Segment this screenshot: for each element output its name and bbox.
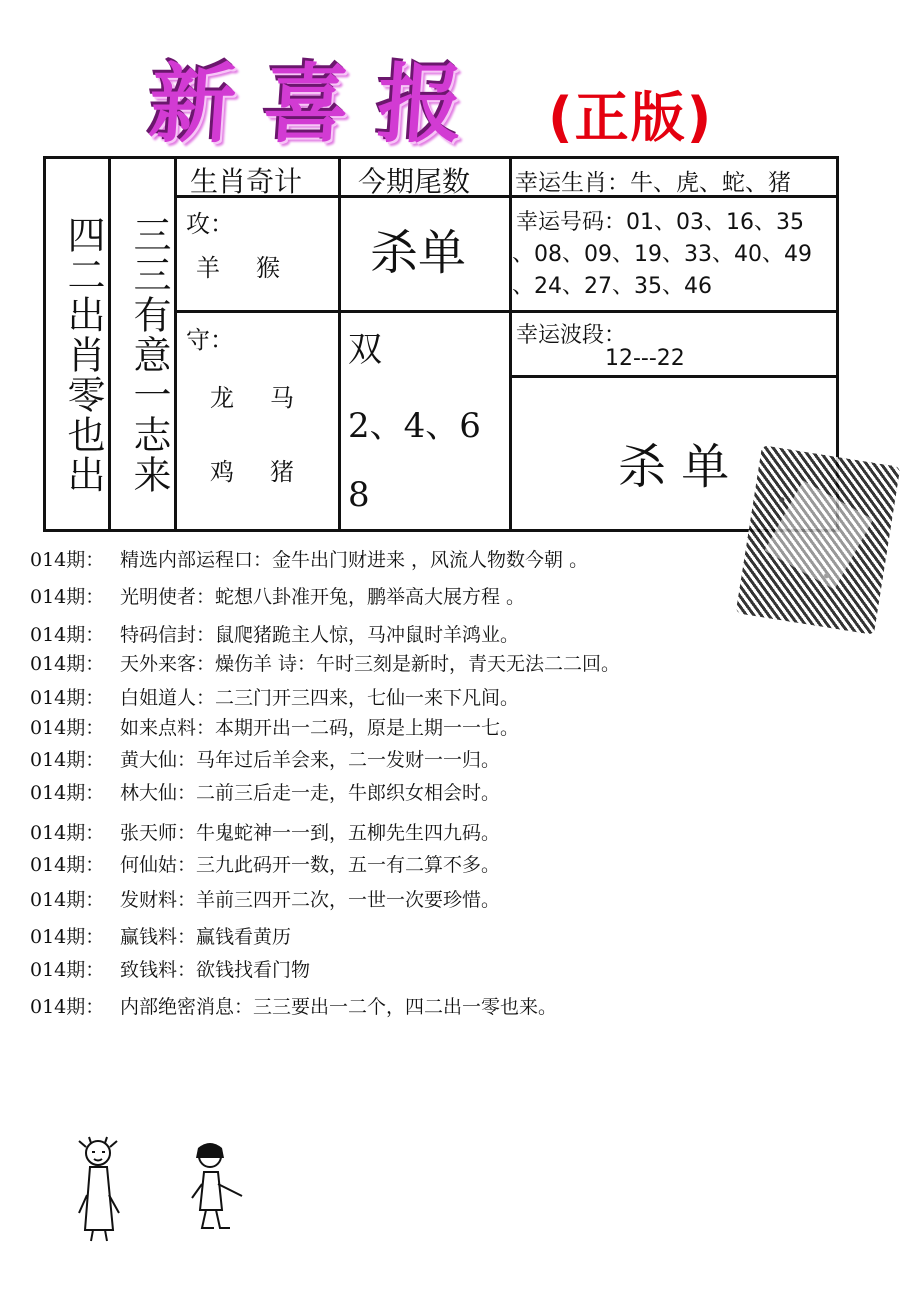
lucky-wave-range: 12---22 — [605, 346, 685, 371]
lucky-wave-label: 幸运波段： — [516, 323, 627, 348]
list-item: 014期： 如来点料：本期开出一二码，原是上期一一七。 — [30, 717, 520, 739]
list-item: 014期： 何仙姑：三九此码开一数，五一有二算不多。 — [30, 854, 501, 876]
list-item: 014期： 致钱料：欲钱找看门物 — [30, 959, 311, 981]
divider — [509, 156, 512, 529]
list-item: 014期： 林大仙：二前三后走一走，牛郎织女相会时。 — [30, 782, 501, 804]
list-item: 014期： 内部绝密消息：三三要出一二个，四二出一零也来。 — [30, 996, 558, 1018]
attack-animals: 羊 猴 — [196, 254, 286, 282]
defend-animals-line-2: 鸡 猪 — [210, 458, 300, 486]
cartoon-figure-left — [65, 1135, 135, 1245]
column-header-zodiac-plan: 生肖奇计 — [190, 165, 303, 198]
list-item: 014期： 白姐道人：二三门开三四来，七仙一来下凡间。 — [30, 687, 520, 709]
list-item: 014期： 黄大仙：马年过后羊会来，二一发财一一归。 — [30, 749, 501, 771]
left-vertical-motto: 四二出肖零也出 — [61, 215, 105, 495]
cartoon-figure-right — [180, 1138, 250, 1238]
divider — [338, 156, 341, 529]
list-item: 014期： 光明使者：蛇想八卦准开兔，鹏举高大展方程 。 — [30, 586, 526, 608]
lucky-numbers-line-3: 、24、27、35、46 — [512, 274, 712, 299]
seal-stamp — [736, 445, 900, 635]
even-digit-last: 8 — [348, 475, 370, 515]
newspaper-title: 新喜报 — [145, 54, 496, 155]
lucky-numbers-line-1: 幸运号码：01、03、16、35 — [516, 210, 804, 235]
list-item: 014期： 特码信封：鼠爬猪跪主人惊，马冲鼠时羊鸿业。 — [30, 624, 520, 646]
list-item: 014期： 张天师：牛鬼蛇神一一到，五柳先生四九码。 — [30, 822, 501, 844]
masthead — [145, 35, 890, 155]
lucky-animals: 幸运生肖：牛、虎、蛇、猪 — [515, 170, 791, 196]
even-digits: 2、4、6 — [348, 406, 481, 446]
list-item: 014期： 赢钱料：赢钱看黄历 — [30, 926, 292, 948]
lucky-numbers-line-2: 、08、09、19、33、40、49 — [512, 242, 812, 267]
attack-label: 攻： — [186, 210, 234, 238]
divider — [174, 310, 509, 313]
list-item: 014期： 发财料：羊前三四开二次，一世一次要珍惜。 — [30, 889, 501, 911]
list-item: 014期： 精选内部运程口：金牛出门财进来 ，风流人物数今朝 。 — [30, 549, 589, 571]
second-vertical-motto: 三三有意一志来 — [127, 215, 171, 495]
defend-animals-line-1: 龙 马 — [210, 384, 300, 412]
divider — [509, 310, 836, 313]
list-item: 014期： 天外来客：燥伤羊 诗：午时三刻是新时，青天无法二二回。 — [30, 653, 621, 675]
divider — [509, 375, 836, 378]
defend-label: 守： — [186, 326, 234, 354]
kill-single-secondary: 杀 单 — [618, 439, 730, 495]
edition-label: (正版) — [548, 86, 714, 149]
double-label: 双 — [348, 330, 382, 370]
column-header-tail-digits: 今期尾数 — [358, 165, 471, 198]
kill-single-primary: 杀单 — [370, 225, 467, 281]
